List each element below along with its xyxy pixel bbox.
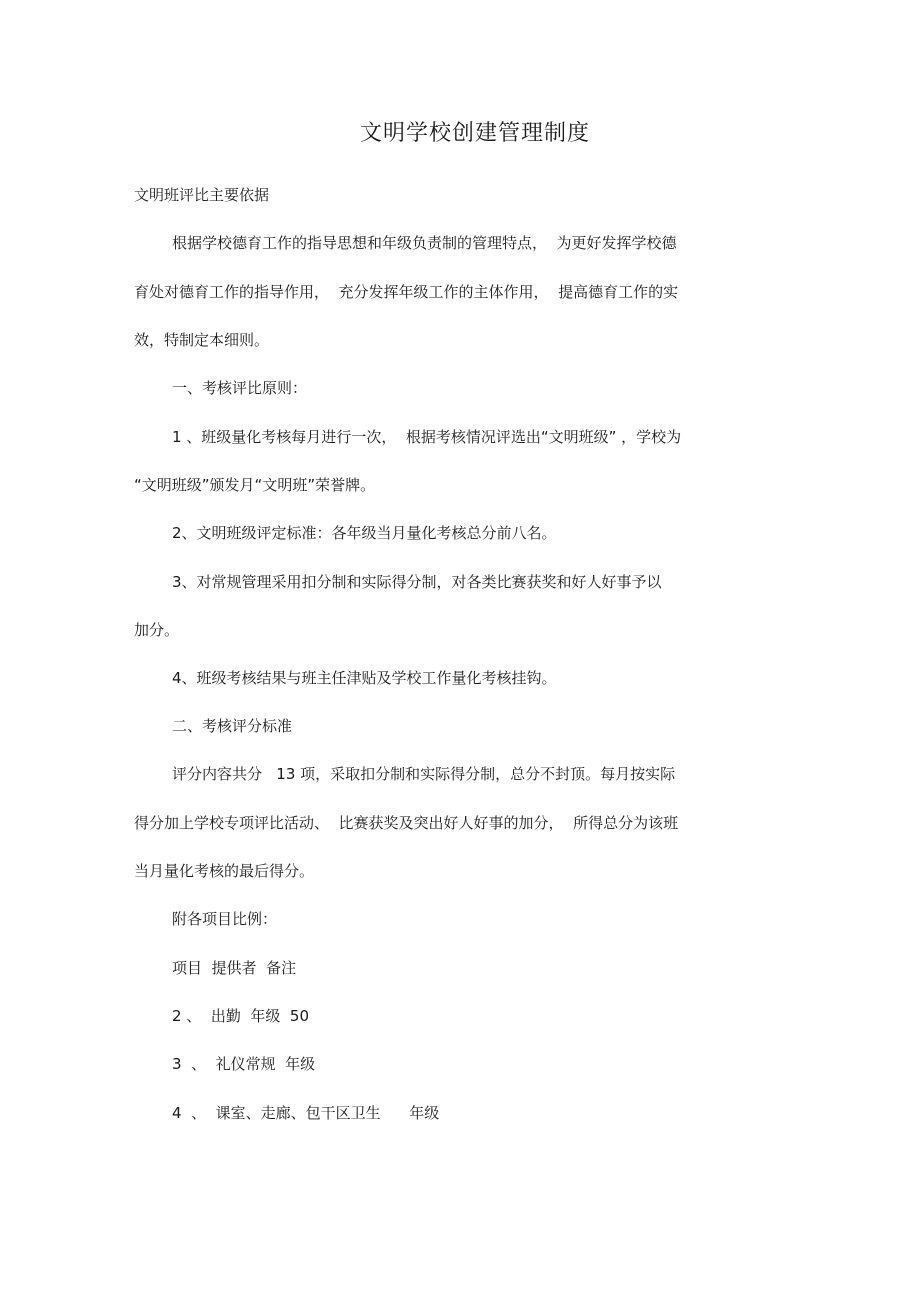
list-item: 3 、 礼仪常规 年级	[172, 1055, 316, 1073]
section-heading: 文明班评比主要依据	[134, 186, 270, 204]
list-item: 4 、 课室、走廊、包干区卫生 年级	[172, 1104, 440, 1122]
document-title: 文明学校创建管理制度	[359, 121, 590, 146]
paragraph-line: 育处对德育工作的指导作用， 充分发挥年级工作的主体作用， 提高德育工作的实	[134, 283, 679, 301]
paragraph-line: 得分加上学校专项评比活动、 比赛获奖及突出好人好事的加分， 所得总分为该班	[134, 814, 679, 832]
section-heading: 二、考核评分标准	[172, 717, 293, 735]
paragraph-line: 1 、班级量化考核每月进行一次， 根据考核情况评选出“文明班级” ，学校为	[172, 428, 682, 446]
paragraph-line: “文明班级”颁发月“文明班”荣誉牌。	[134, 476, 376, 494]
paragraph-line: 根据学校德育工作的指导思想和年级负责制的管理特点， 为更好发挥学校德	[172, 234, 677, 252]
list-item: 2 、 出勤 年级 50	[172, 1007, 310, 1025]
paragraph-line: 加分。	[134, 621, 180, 639]
paragraph-line: 2、文明班级评定标准：各年级当月量化考核总分前八名。	[172, 524, 557, 542]
paragraph-line: 当月量化考核的最后得分。	[134, 862, 315, 880]
paragraph-line: 效，特制定本细则。	[134, 331, 270, 349]
section-heading: 一、考核评比原则：	[172, 379, 308, 397]
list-item: 项目 提供者 备注	[172, 959, 297, 977]
paragraph-line: 附各项目比例：	[172, 910, 278, 928]
paragraph-line: 4、班级考核结果与班主任津贴及学校工作量化考核挂钩。	[172, 669, 557, 687]
paragraph-line: 评分内容共分 13 项，采取扣分制和实际得分制，总分不封顶。每月按实际	[172, 765, 676, 783]
paragraph-line: 3、对常规管理采用扣分制和实际得分制，对各类比赛获奖和好人好事予以	[172, 573, 662, 591]
